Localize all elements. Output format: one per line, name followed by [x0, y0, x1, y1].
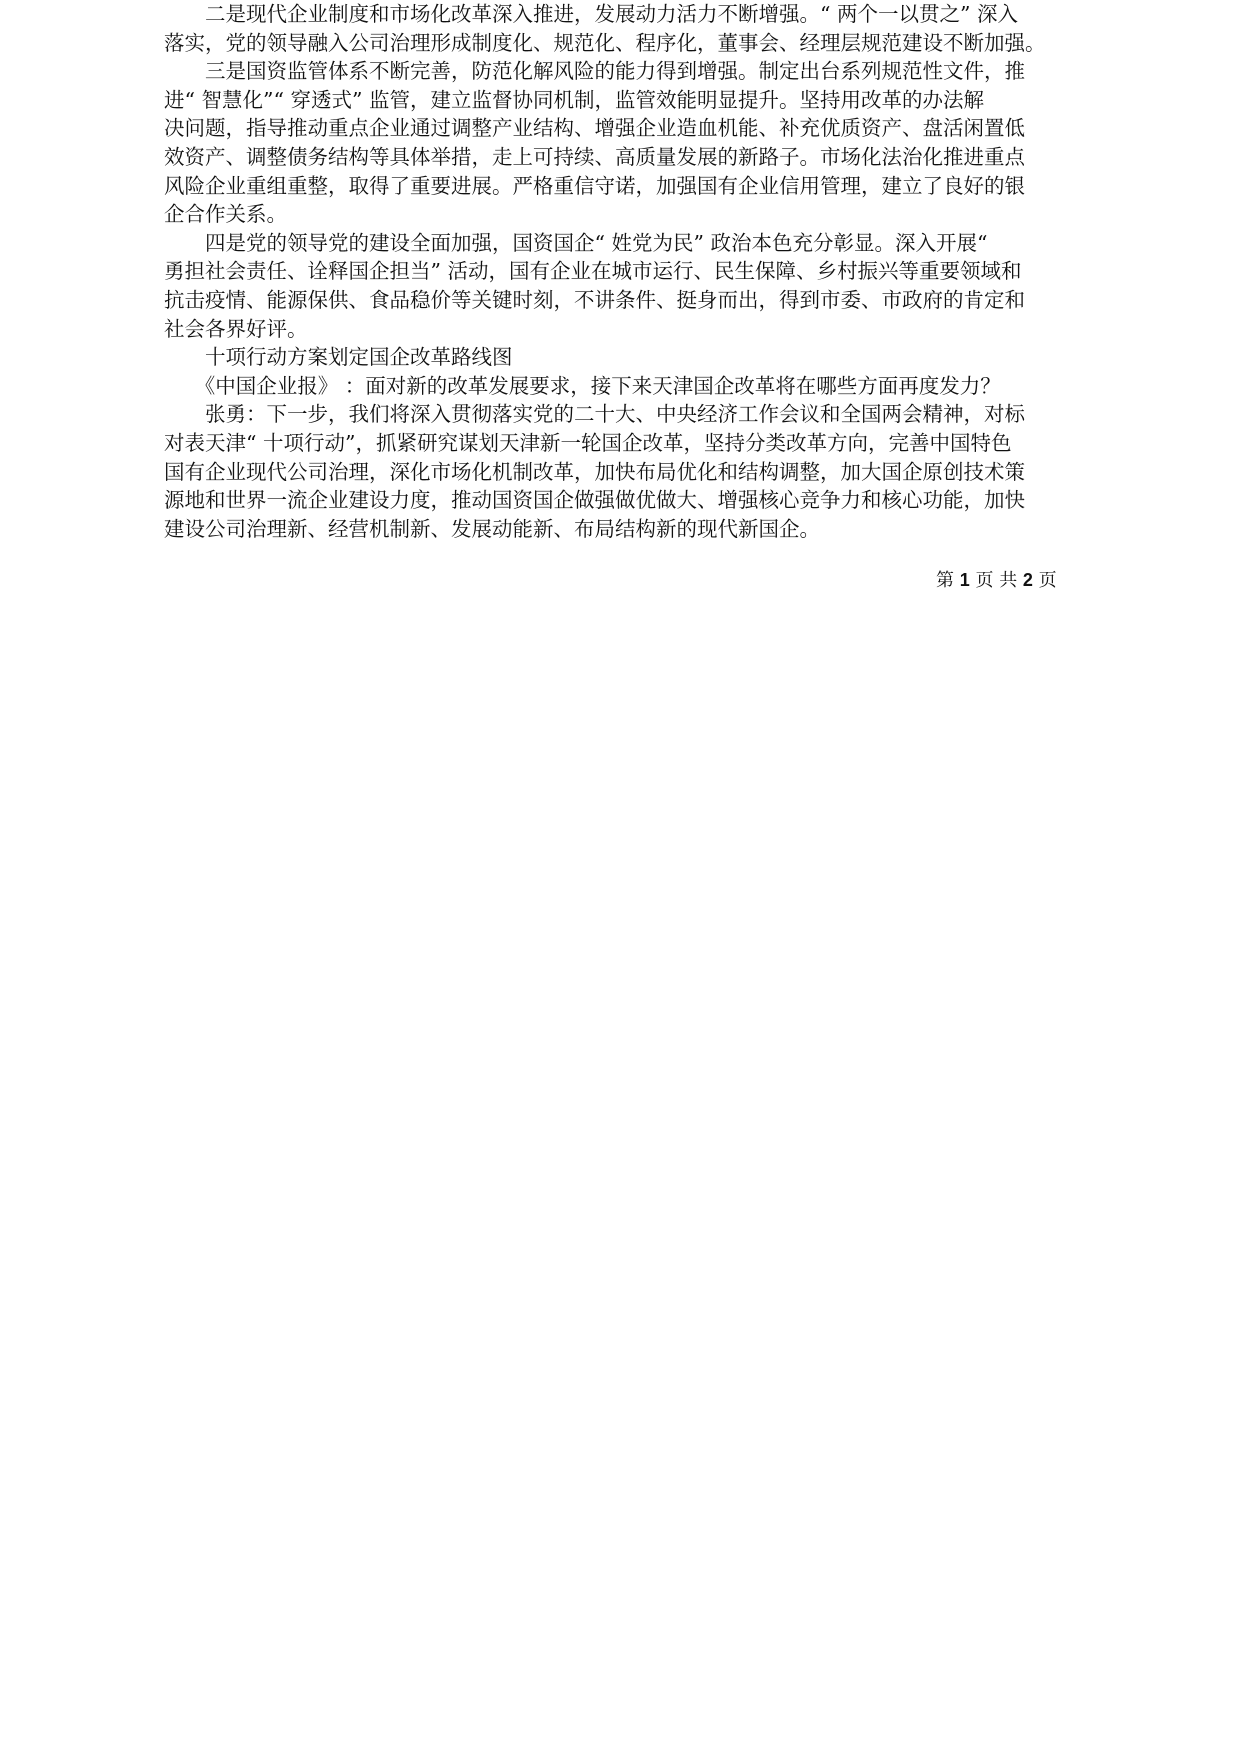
text-line: 三是国资监管体系不断完善，防范化解风险的能力得到增强。制定出台系列规范性文件，推 [164, 59, 1025, 84]
text-line: 张勇：下一步，我们将深入贯彻落实党的二十大、中央经济工作会议和全国两会精神，对标 [164, 402, 1025, 427]
text-line: 《中国企业报》 ：面对新的改革发展要求，接下来天津国企改革将在哪些方面再度发力？ [164, 373, 1001, 398]
page-footer [936, 568, 1057, 593]
text-line: 决问题，指导推动重点企业通过调整产业结构、增强企业造血机能、补充优质资产、盘活闲置低 [164, 116, 1025, 141]
text-line: 国有企业现代公司治理，深化市场化机制改革，加快布局优化和结构调整，加大国企原创技术策 [164, 459, 1025, 484]
text-line: 抗击疫情、能源保供、食品稳价等关键时刻，不讲条件、挺身而出，得到市委、市政府的肯定和 [164, 287, 1025, 312]
text-line: 二是现代企业制度和市场化改革深入推进，发展动力活力不断增强。“ 两个一以贯之” 深入 [164, 2, 1018, 26]
text-line: 企合作关系。 [164, 202, 287, 227]
footer-middle: 页 共 [969, 570, 1023, 591]
total-page-number: 2 [1022, 570, 1033, 590]
text-line: 效资产、调整债务结构等具体举措，走上可持续、高质量发展的新路子。市场化法治化推进重点 [164, 144, 1025, 169]
text-line: 四是党的领导党的建设全面加强，国资国企“ 姓党为民” 政治本色充分彰显。深入开展“ [164, 230, 988, 255]
section-heading: 十项行动方案划定国企改革路线图 [164, 345, 513, 370]
text-line: 进“ 智慧化”“ 穿透式” 监管，建立监督协同机制，监管效能明显提升。坚持用改革的办法解 [164, 87, 984, 112]
text-line: 社会各界好评。 [164, 316, 308, 341]
footer-prefix: 第 [936, 570, 960, 591]
text-line: 建设公司治理新、经营机制新、发展动能新、布局结构新的现代新国企。 [164, 516, 820, 541]
current-page-number: 1 [959, 570, 970, 590]
document-body [164, 0, 1086, 543]
text-line: 源地和世界一流企业建设力度，推动国资国企做强做优做大、增强核心竞争力和核心功能，加快 [164, 488, 1025, 513]
text-line: 风险企业重组重整，取得了重要进展。严格重信守诺，加强国有企业信用管理，建立了良好的银 [164, 173, 1025, 198]
footer-suffix: 页 [1032, 570, 1057, 591]
text-line: 落实，党的领导融入公司治理形成制度化、规范化、程序化，董事会、经理层规范建设不断加强。 [164, 30, 1046, 55]
text-line: 勇担社会责任、诠释国企担当” 活动，国有企业在城市运行、民生保障、乡村振兴等重要领域和 [164, 259, 1022, 284]
text-line: 对表天津“ 十项行动”，抓紧研究谋划天津新一轮国企改革，坚持分类改革方向，完善中国特色 [164, 430, 1012, 455]
